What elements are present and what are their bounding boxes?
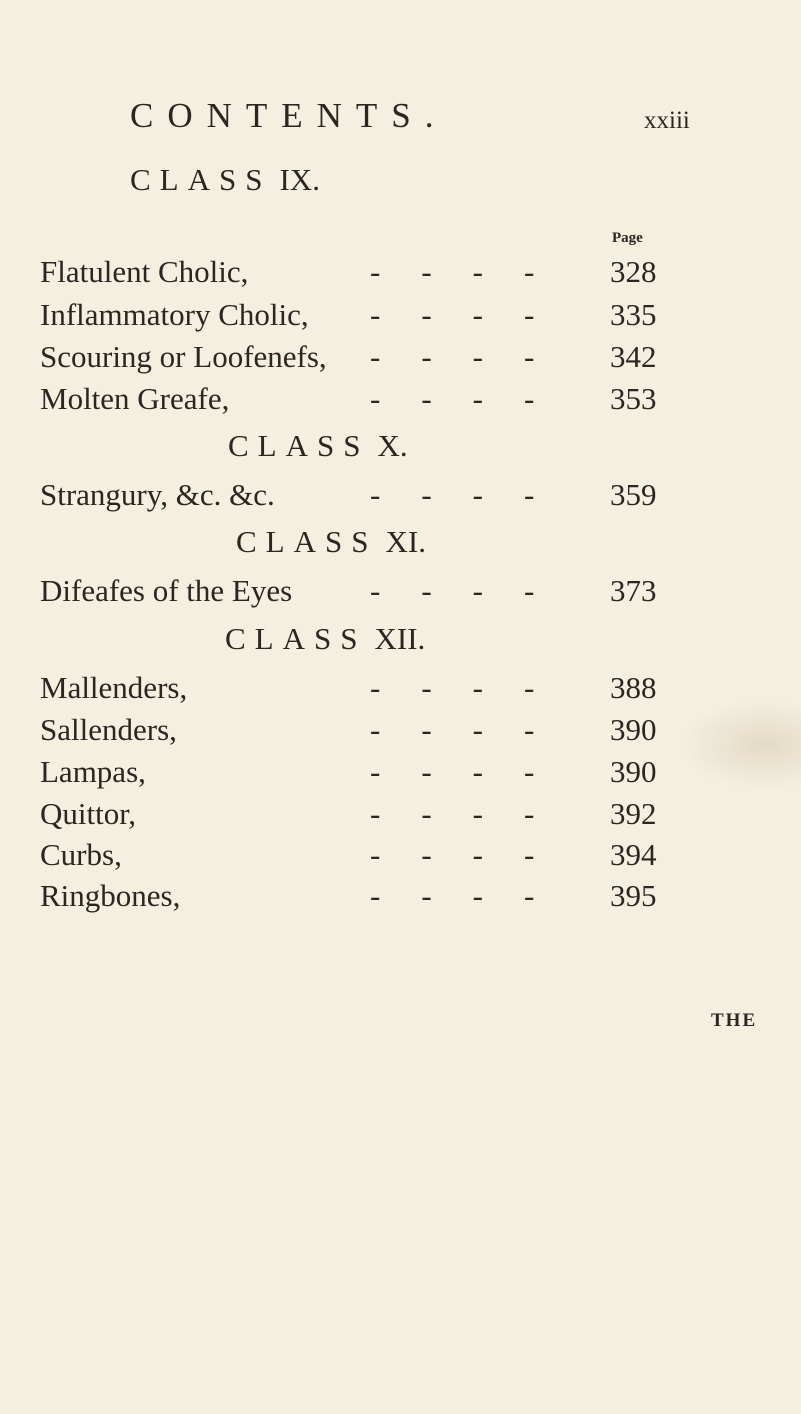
entry-label: Sallenders, — [40, 712, 177, 747]
dash-leader: - - - - — [370, 573, 537, 608]
class-heading — [228, 428, 408, 464]
entry-page: 353 — [610, 381, 657, 416]
entry-page: 328 — [610, 254, 657, 289]
contents-entry — [40, 477, 680, 517]
entry-page: 373 — [610, 573, 657, 608]
class-heading — [225, 621, 425, 657]
entry-label: Molten Greafe, — [40, 381, 230, 416]
dash-leader: - - - - — [370, 878, 537, 913]
entry-label: Lampas, — [40, 754, 146, 789]
entry-label: Curbs, — [40, 837, 122, 872]
class-heading-word: CLASS — [236, 524, 378, 559]
catchword: THE — [711, 1010, 758, 1031]
entry-label: Quittor, — [40, 796, 137, 831]
class-heading-numeral: XI. — [385, 524, 426, 559]
class-heading — [130, 162, 320, 198]
contents-entry — [40, 796, 680, 836]
entry-page: 342 — [610, 339, 657, 374]
entry-label: Difeafes of the Eyes — [40, 573, 293, 608]
entry-page: 388 — [610, 670, 657, 705]
entry-label: Mallenders, — [40, 670, 188, 705]
contents-entry — [40, 381, 680, 421]
class-heading-word: CLASS — [228, 428, 370, 463]
entry-page: 359 — [610, 477, 657, 512]
entry-label: Inflammatory Cholic, — [40, 297, 309, 332]
paper-stain — [680, 700, 801, 790]
dash-leader: - - - - — [370, 837, 537, 872]
class-heading-word: CLASS — [225, 621, 367, 656]
dash-leader: - - - - — [370, 254, 537, 289]
contents-entry — [40, 339, 680, 379]
contents-entry — [40, 837, 680, 877]
dash-leader: - - - - — [370, 477, 537, 512]
class-heading-word: CLASS — [130, 162, 272, 197]
entry-label: Ringbones, — [40, 878, 181, 913]
contents-entry — [40, 878, 680, 918]
dash-leader: - - - - — [370, 754, 537, 789]
dash-leader: - - - - — [370, 796, 537, 831]
class-heading-numeral: IX. — [279, 162, 320, 197]
page-number: xxiii — [644, 107, 690, 134]
dash-leader: - - - - — [370, 712, 537, 747]
entry-page: 395 — [610, 878, 657, 913]
dash-leader: - - - - — [370, 670, 537, 705]
entry-label: Flatulent Cholic, — [40, 254, 249, 289]
contents-entry — [40, 670, 680, 710]
entry-page: 390 — [610, 712, 657, 747]
contents-entry — [40, 712, 680, 752]
entry-page: 394 — [610, 837, 657, 872]
entry-label: Strangury, &c. &c. — [40, 477, 275, 512]
contents-entry — [40, 254, 680, 294]
page-column-label: Page — [612, 230, 643, 246]
contents-entry — [40, 297, 680, 337]
running-title: CONTENTS. — [130, 96, 448, 135]
contents-entry — [40, 573, 680, 613]
entry-page: 390 — [610, 754, 657, 789]
class-heading-numeral: XII. — [374, 621, 426, 656]
entry-label: Scouring or Loofenefs, — [40, 339, 327, 374]
class-heading — [236, 524, 426, 560]
entry-page: 335 — [610, 297, 657, 332]
dash-leader: - - - - — [370, 339, 537, 374]
class-heading-numeral: X. — [377, 428, 408, 463]
dash-leader: - - - - — [370, 381, 537, 416]
dash-leader: - - - - — [370, 297, 537, 332]
contents-entry — [40, 754, 680, 794]
entry-page: 392 — [610, 796, 657, 831]
